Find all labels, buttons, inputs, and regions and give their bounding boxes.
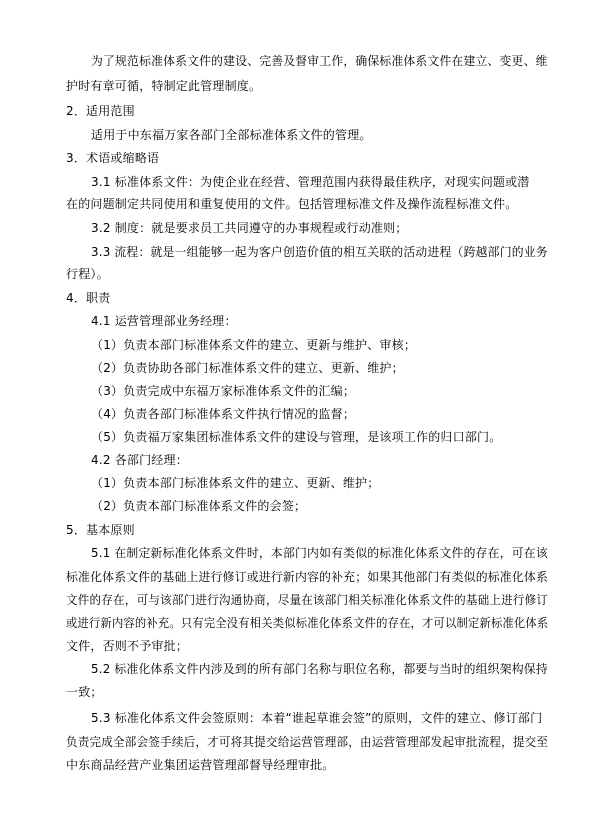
paragraph-line: 5.3 标准化体系文件会签原则：本着“谁起草谁会签”的原则，文件的建立、修订部门 [91,711,543,725]
section-heading: 4．职责 [66,291,111,305]
paragraph-line: 在的问题制定共同使用和重复使用的文件。包括管理标准文件及操作流程标准文件。 [66,197,518,211]
paragraph-line: 负责完成全部会签手续后，才可将其提交给运营管理部，由运营管理部发起审批流程，提交至 [66,735,549,749]
list-item: （5）负责福万家集团标准体系文件的建设与管理，是该项工作的归口部门。 [91,430,502,444]
paragraph-line: 或进行新内容的补充。只有完全没有相关类似标准化体系文件的存在，才可以制定新标准化体系 [66,616,549,630]
list-item: （3）负责完成中东福万家标准体系文件的汇编； [91,384,356,398]
paragraph-line: 适用于中东福万家各部门全部标准体系文件的管理。 [91,128,372,142]
paragraph-line: 文件，否则不予审批； [66,639,189,653]
sub-heading: 4.2 各部门经理： [91,453,188,467]
paragraph-line: 3.3 流程：就是一组能够一起为客户创造价值的相互关联的活动进程（跨越部门的业务 [91,245,548,259]
paragraph-line: 5.1 在制定新标准化体系文件时，本部门内如有类似的标准化体系文件的存在，可在该 [91,546,548,560]
list-item: （4）负责各部门标准体系文件执行情况的监督； [91,407,356,421]
list-item: （1）负责本部门标准体系文件的建立、更新、维护； [91,476,380,490]
paragraph-line: 护时有章可循，特制定此管理制度。 [66,79,262,93]
paragraph-line: 5.2 标准化体系文件内涉及到的所有部门名称与职位名称，都要与当时的组织架构保持 [91,662,548,676]
paragraph-line: 3.2 制度：就是要求员工共同遵守的办事规程或行动准则； [91,221,408,235]
paragraph-line: 标准化体系文件的基础上进行修订或进行新内容的补充；如果其他部门有类似的标准化体系 [66,570,549,584]
paragraph-line: 文件的存在，可与该部门进行沟通协商，尽量在该部门相关标准化体系文件的基础上进行修订 [66,593,549,607]
list-item: （2）负责协助各部门标准体系文件的建立、更新、维护； [91,361,404,375]
paragraph-line: 行程）。 [66,267,109,281]
section-heading: 3．术语或缩略语 [66,151,160,165]
paragraph-line: 中东商品经营产业集团运营管理部督导经理审批。 [66,758,335,772]
paragraph-line: 一致； [66,685,103,699]
list-item: （2）负责本部门标准体系文件的会签； [91,499,307,513]
list-item: （1）负责本部门标准体系文件的建立、更新与维护、审核； [91,338,417,352]
section-heading: 5．基本原则 [66,523,135,537]
paragraph-line: 3.1 标准体系文件：为使企业在经营、管理范围内获得最佳秩序，对现实问题或潜 [91,175,530,189]
sub-heading: 4.1 运营管理部业务经理： [91,314,237,328]
section-heading: 2．适用范围 [66,104,135,118]
paragraph-line: 为了规范标准体系文件的建设、完善及督审工作，确保标准体系文件在建立、变更、维 [91,54,548,68]
